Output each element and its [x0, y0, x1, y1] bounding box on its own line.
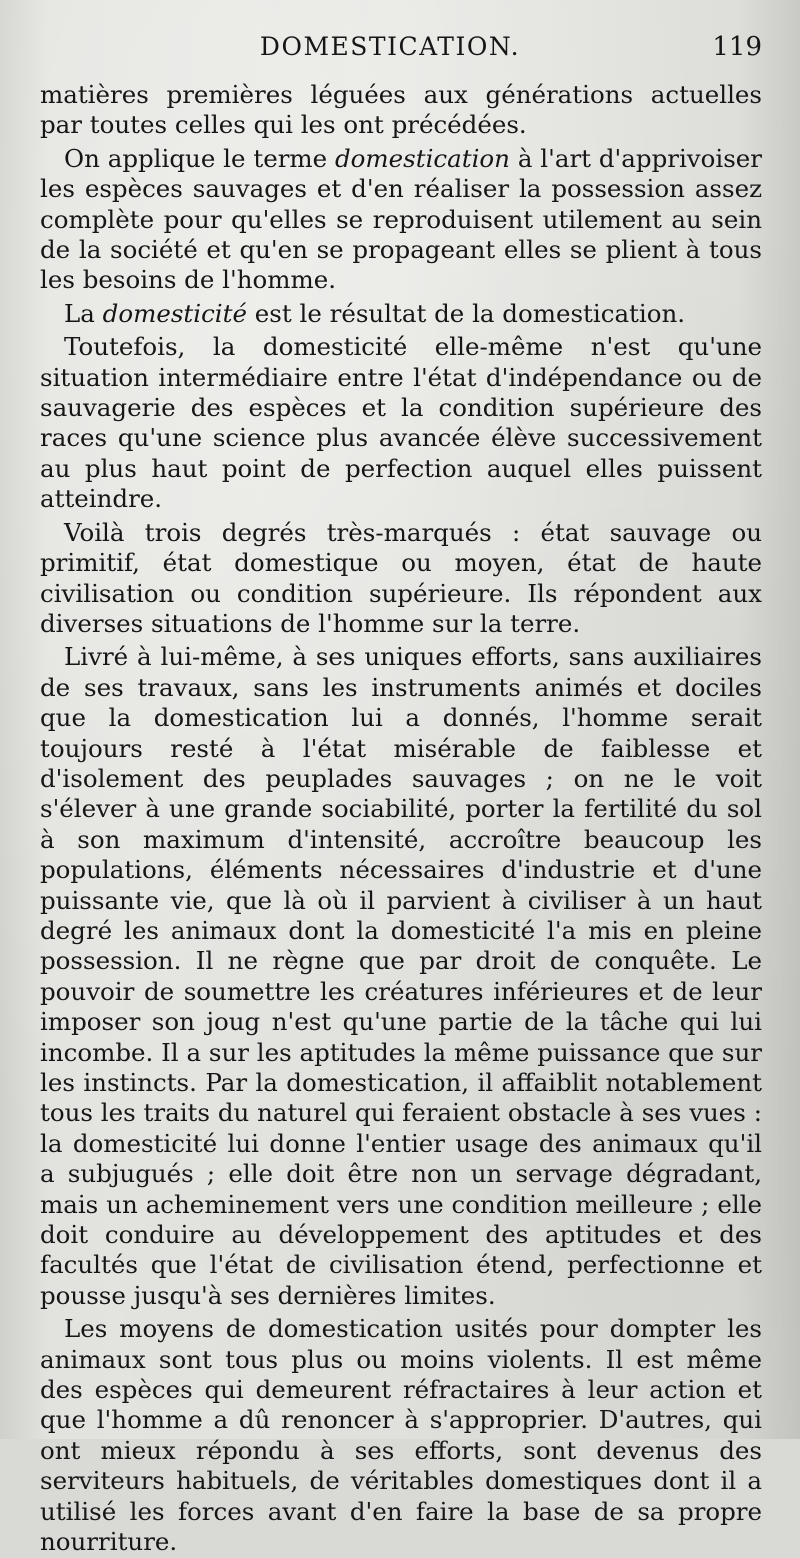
paragraph-text: On applique le terme	[64, 143, 335, 173]
paragraph-text: à l'art d'apprivoiser les espèces sauvages et d'en réaliser la possession assez complète pour qu'elles se reproduisent utilement au sein de la société et qu'en se propageant elles se plient à tous les besoins de l'homme.	[40, 143, 763, 295]
paragraph-intermediate-state	[40, 332, 762, 514]
paragraph-three-degrees	[40, 518, 762, 640]
paragraph-text: est le résultat de la domestication.	[247, 298, 686, 328]
paragraph-definition-domesticite	[40, 299, 762, 329]
page-number: 119	[712, 32, 762, 62]
paragraph-text: Toutefois, la domesticité elle-même n'est qu'une situation intermédiaire entre l'état d'indépendance ou de sauvagerie des espèces et la condition supérieure des races qu'une science plus avancée élève successivement au plus haut point de perfection auquel elles puissent atteindre.	[40, 332, 762, 514]
paragraph-text: Les moyens de domestication usités pour dompter les animaux sont tous plus ou moins violents. Il est même des espèces qui demeurent réfractaires à leur action et que l'homme a dû renoncer à s'approprier. D'autres, qui ont mieux répondu à ses efforts, sont devenus des serviteurs habituels, de véritables domestiques dont il a utilisé les forces avant d'en faire la base de sa propre nourriture.	[40, 1314, 762, 1557]
italic-term: domestication	[335, 143, 510, 173]
page-header	[0, 28, 800, 68]
paragraph-definition-domestication	[40, 144, 762, 296]
paragraph-man-alone	[40, 642, 762, 1311]
paragraph-text: Livré à lui-même, à ses uniques efforts, sans auxiliaires de ses travaux, sans les instruments animés et dociles que la domestication lui a donnés, l'homme serait toujours resté à l'état misérable de faiblesse et d'isolement des peuplades sauvages ; on ne le voit s'élever à une grande sociabilité, porter la fertilité du sol à son maximum d'intensité, accroître beaucoup les populations, éléments nécessaires d'industrie et d'une puissante vie, que là où il parvient à civiliser à un haut degré les animaux dont la domesticité l'a mis en pleine possession. Il ne règne que par droit de conquête. Le pouvoir de soumettre les créatures inférieures et de leur imposer son joug n'est qu'une partie de la tâche qui lui incombe. Il a sur les aptitudes la même puissance que sur les instincts. Par la domestication, il affaiblit notablement tous les traits du naturel qui feraient obstacle à ses vues : la domesticité lui donne l'entier usage des animaux qu'il a subjugués ; elle doit être non un servage dégradant, mais un acheminement vers une condition meilleure ; elle doit conduire au développement des aptitudes et des facultés que l'état de civilisation étend, perfectionne et pousse jusqu'à ses dernières limites.	[40, 642, 762, 1310]
paragraph-means-of-domestication	[40, 1314, 762, 1557]
paragraph-text: La	[64, 298, 103, 328]
paragraph-text: matières premières léguées aux générations actuelles par toutes celles qui les ont précédées.	[40, 80, 762, 140]
paragraph-continued	[40, 80, 762, 141]
running-title: DOMESTICATION.	[259, 32, 521, 61]
paragraph-text: Voilà trois degrés très-marqués : état sauvage ou primitif, état domestique ou moyen, état de haute civilisation ou condition supérieure. Ils répondent aux diverses situations de l'homme sur la terre.	[40, 517, 762, 638]
body-text	[40, 80, 762, 1558]
italic-term: domesticité	[102, 298, 247, 328]
